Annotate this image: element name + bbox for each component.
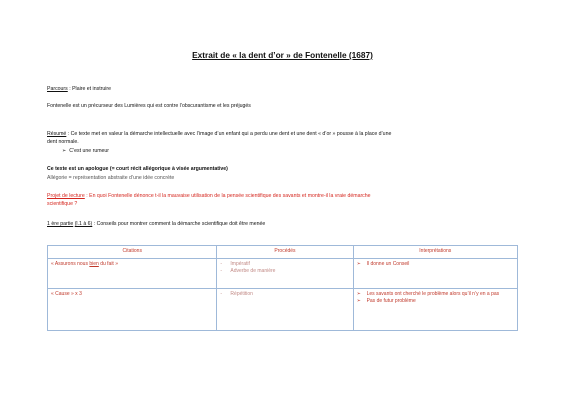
parcours-line (47, 86, 111, 93)
resume-line-2: dent normale. (47, 139, 79, 145)
list-item: ➢ Les savants ont cherché le problème alors qu’il n’y en a pas (356, 291, 500, 297)
citation-underlined: bien (89, 261, 99, 267)
parcours-text: : Plaire et instruire (67, 86, 112, 92)
intro-line: Fontenelle est un précurseur des Lumières qui est contre l’obscurantisme et les préjugés (47, 103, 251, 109)
partie-range: (l.1 à 6) (74, 221, 93, 227)
projet-text-1: : En quoi Fontenelle dénonce t-il la mauvaise utilisation de la pensée scientifique des savants et montre-il la vraie démarche (84, 193, 371, 199)
resume-bullet (62, 148, 109, 155)
citation-cell: « Cause » x 3 (48, 289, 217, 331)
list-item: ➢ Pas de futur problème (356, 298, 416, 304)
interpretations-cell (353, 259, 517, 289)
list-item: ➢ Il donne un Conseil (356, 261, 410, 267)
table-row (48, 259, 518, 289)
list-item: - Adverbe de manière (220, 268, 276, 274)
resume-label: Résumé (47, 131, 67, 137)
citation-cell (48, 259, 217, 289)
citation-text: « Assurons nous (51, 261, 90, 267)
projet-line-2: scientifique ? (47, 201, 78, 207)
analysis-table (47, 245, 518, 331)
resume-text-1: : Ce texte met en valeur la démarche intellectuelle avec l’image d’un enfant qui a perdu une dent et une dent « d’or » pousse à la place d’une (66, 131, 392, 137)
projet-line-1 (47, 193, 371, 200)
table-row (48, 289, 518, 331)
projet-label: Projet de lecture (47, 193, 85, 199)
partie-line (47, 221, 265, 228)
allegorie-line: Allégorie = représentation abstraite d’une idée concrète (47, 175, 175, 181)
list-item: - Répétition (220, 291, 253, 297)
arrow-bullet-icon: ➢ (356, 291, 361, 297)
header-citations: Citations (48, 246, 217, 259)
interpretations-cell (353, 289, 517, 331)
document-title: Extrait de « la dent d’or » de Fontenelle (1687) (192, 50, 373, 60)
procedes-cell (217, 259, 353, 289)
arrow-bullet-icon: ➢ (356, 261, 361, 267)
resume-bullet-text: C’est une rumeur (69, 148, 110, 154)
parcours-label: Parcours (47, 86, 68, 92)
arrow-bullet-icon: ➢ (62, 148, 67, 154)
table-header-row (48, 246, 518, 259)
resume-line-1 (47, 131, 391, 138)
procedes-cell (217, 289, 353, 331)
arrow-bullet-icon: ➢ (356, 298, 361, 304)
partie-text: : Conseils pour montrer comment la démarche scientifique doit être menée (92, 221, 266, 227)
partie-label: 1 ère partie (47, 221, 74, 227)
header-procedes: Procédés (217, 246, 353, 259)
apologue-line: Ce texte est un apologue (= court récit allégorique à visée argumentative) (47, 166, 228, 172)
header-interpretations: Interprétations (353, 246, 517, 259)
list-item: - Impératif (220, 261, 250, 267)
citation-text-end: du fait » (98, 261, 118, 267)
